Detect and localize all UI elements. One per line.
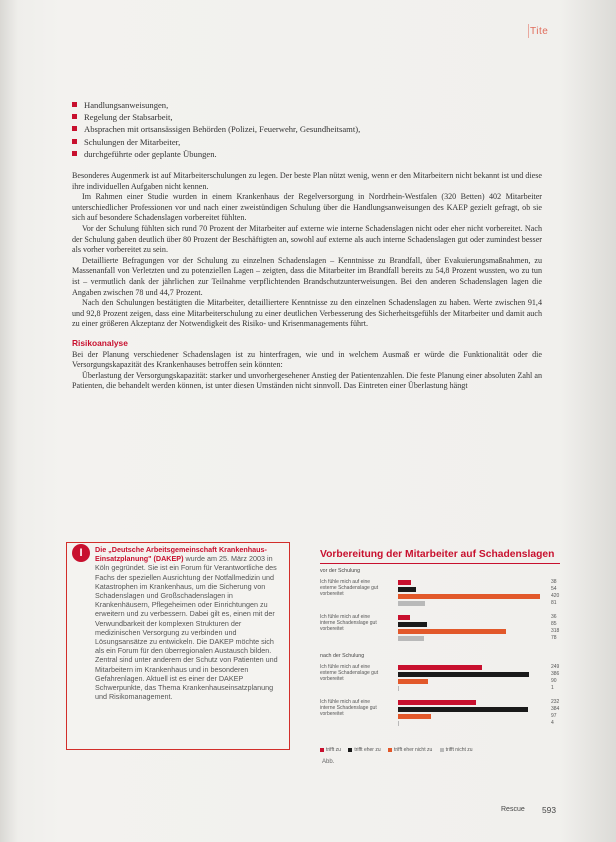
bullet-item: Absprachen mit ortsansässigen Behörden (Polizei, Feuerwehr, Gesundheitsamt), — [72, 123, 360, 135]
chart-title: Vorbereitung der Mitarbeiter auf Schadenslagen — [320, 549, 555, 560]
paragraph: Besonderes Augenmerk ist auf Mitarbeiterschulungen zu legen. Der beste Plan nützt wenig, wenn er den Mitarbeitern nicht bekannt ist und diese ihre individuellen Aufgaben nicht kennen. — [72, 171, 542, 191]
legend-label: trifft zu — [326, 747, 341, 753]
paragraph: Nach den Schulungen bestätigten die Mitarbeiter, detailliertere Kenntnisse zu den einzelnen Schadenslagen zu haben. Werte zwischen 91,4 und 92,8 Prozent zeigen, dass eine Mitarbeiterschulung zu einer deutlichen Verbesserung des Sicherheitsgefühls der Mitarbeiter und damit auch zu einer größeren Akzeptanz der Notwendigkeit des Risiko- und Krisenmanagements führt. — [72, 298, 542, 329]
chart-category-label: Ich fühle mich auf eine interne Schadenslage gut vorbereitet — [320, 614, 377, 633]
legend-label: trifft nicht zu — [445, 747, 473, 753]
chart-bar — [398, 580, 411, 585]
paragraph: Detaillierte Befragungen vor der Schulung zu einzelnen Schadenslagen – Kenntnisse zu Brandfall, über Evakuierungsmaßnahmen, zu Massenanfall von Verletzten und zu potenziellen Lagen – zeigten, dass die Mitarbeiter im Brandfall bereits zu 54,8 Prozent wussten, wo zu tun ist – vermutlich dank der jährlichen zur Teilnahme verpflichtenden Brandschutzunterweisungen. Bei den anderen Schadenslagen lagen die Angaben zwischen 78 und 44,7 Prozent. — [72, 255, 542, 297]
section-heading: Risikoanalyse — [72, 337, 128, 348]
legend-label: trifft eher nicht zu — [394, 747, 433, 753]
chart-category-label: Ich fühle mich auf eine externe Schadenslage gut vorbereitet — [320, 579, 379, 598]
chart-category-label: Ich fühle mich auf eine externe Schadenslage gut vorbereitet — [320, 664, 379, 683]
chart-bar — [398, 707, 528, 712]
paragraph: Bei der Planung verschiedener Schadenslagen ist zu hinterfragen, wie und in welchem Ausmaß er würde die Funktionalität oder die Versorgungskapazität des Krankenhauses betroffen sein könnten: — [72, 349, 542, 370]
legend-swatch — [320, 748, 324, 752]
bullet-list — [72, 99, 360, 160]
chart-value-label: 54 — [551, 586, 557, 592]
article-body — [72, 171, 542, 392]
chart-source: Abb. — [322, 759, 335, 765]
chart-bar — [398, 700, 476, 705]
chart-value-label: 97 — [551, 713, 557, 719]
bullet-item: Handlungsanweisungen, — [72, 99, 360, 111]
chart-group-label: vor der Schulung — [320, 568, 361, 574]
legend-swatch — [348, 748, 352, 752]
bullet-square-icon — [72, 139, 77, 144]
chart-title-rule — [320, 563, 560, 564]
chart-value-label: 36 — [551, 614, 557, 620]
chart-value-label: 318 — [551, 628, 560, 634]
legend-swatch — [440, 748, 444, 752]
chart-value-label: 1 — [551, 685, 554, 691]
chart-value-label: 90 — [551, 678, 557, 684]
legend-swatch — [388, 748, 392, 752]
bullet-square-icon — [72, 151, 77, 156]
chart-bar — [398, 587, 416, 592]
chart-bar — [398, 721, 399, 726]
chart-bar — [398, 594, 540, 599]
chart-value-label: 420 — [551, 593, 560, 599]
bullet-square-icon — [72, 126, 77, 131]
chart-bar — [398, 672, 529, 677]
chart-bar — [398, 714, 431, 719]
chart-value-label: 4 — [551, 720, 554, 726]
chart-bar — [398, 601, 425, 606]
bullet-item: Schulungen der Mitarbeiter, — [72, 136, 360, 148]
chart-value-label: 384 — [551, 706, 560, 712]
chart-value-label: 386 — [551, 671, 560, 677]
chart-group-label: nach der Schulung — [320, 653, 365, 659]
paragraph: Überlastung der Versorgungskapazität: starker und unvorhergesehener Anstieg der Patientenzahlen. Die feste Planung einer absoluten Zahl an Patienten, die behandelt werden können, ist unter diesen Umständen nicht sinnvoll. Das Eintreten einer Überlastung hängt — [72, 370, 542, 391]
chart-bar — [398, 686, 399, 691]
info-box-text — [95, 545, 283, 701]
chart-category-label: Ich fühle mich auf eine interne Schadenslage gut vorbereitet — [320, 699, 377, 718]
page-number: 593 — [542, 805, 556, 815]
chart-value-label: 249 — [551, 664, 560, 670]
paragraph: Vor der Schulung fühlten sich rund 70 Prozent der Mitarbeiter auf externe wie interne Schadenslagen nicht oder eher nicht vorbereitet. Nach der Schulung gaben deutlich über 80 Prozent der Beschäftigten an, sowohl auf externe als auch interne Schadenslagen gut oder zumindest besser als vorher vorbereitet zu sein. — [72, 223, 542, 255]
chart-value-label: 81 — [551, 600, 557, 606]
footer-magazine: Rescue — [501, 806, 525, 813]
chart-value-label: 78 — [551, 635, 557, 641]
bullet-square-icon — [72, 114, 77, 119]
paragraph: Im Rahmen einer Studie wurden in einem Krankenhaus der Regelversorgung in Nordrhein-Westfalen (320 Betten) 402 Mitarbeiter unterschiedlicher Professionen vor und nach einer zweistündigen Schulung über die Handlungsanweisungen des KAEP gezielt gefragt, ob sie sich auf besondere Schadenslagen vorbereitet fühlten. — [72, 192, 542, 223]
chart-value-label: 85 — [551, 621, 557, 627]
bullet-item: durchgeführte oder geplante Übungen. — [72, 148, 360, 160]
chart-bar — [398, 679, 428, 684]
bullet-item: Regelung der Stabsarbeit, — [72, 111, 360, 123]
chart-value-label: 232 — [551, 699, 560, 705]
chart-bar — [398, 622, 427, 627]
info-box-body: wurde am 25. März 2003 in Köln gegründet. Sie ist ein Forum für Verantwortliche des Fachs der speziellen Ausrichtung der Notfallmedizin und Katastrophen im Krankenhaus, um die Sicherung von Schadenslagen und Großschadenslagen in Krankenhäusern, Pflegeheimen oder Einrichtungen zu erweitern und zu verbessern. Dabei gilt es, einen mit der Verwundbarkeit der komplexen Strukturen der medizinischen Versorgung zu verbinden und Lösungsansätze zu entwickeln. Die DAKEP möchte sich als ein Forum für den überregionalen Austausch bilden. Zentral sind unter anderem der Schutz von Patienten und Mitarbeitern im Krankenhaus und in besonderen Gefahrenlagen. Aktuell ist es einer der DAKEP Schwerpunkte, das Thema Krankenhauseinsatzplanung und Risikomanagement. — [95, 554, 278, 702]
chart-bar — [398, 636, 424, 641]
section-tag: Tite — [530, 26, 549, 37]
chart-legend — [320, 747, 473, 753]
info-box-heading: Die „Deutsche Arbeitsgemeinschaft Krankenhaus-Einsatzplanung" (DAKEP) — [95, 545, 267, 564]
legend-label: trifft eher zu — [354, 747, 381, 753]
chart-bar — [398, 665, 482, 670]
chart-value-label: 38 — [551, 579, 557, 585]
chart-bar — [398, 629, 506, 634]
bullet-square-icon — [72, 102, 77, 107]
info-icon: I — [72, 544, 90, 562]
chart-bar — [398, 615, 410, 620]
